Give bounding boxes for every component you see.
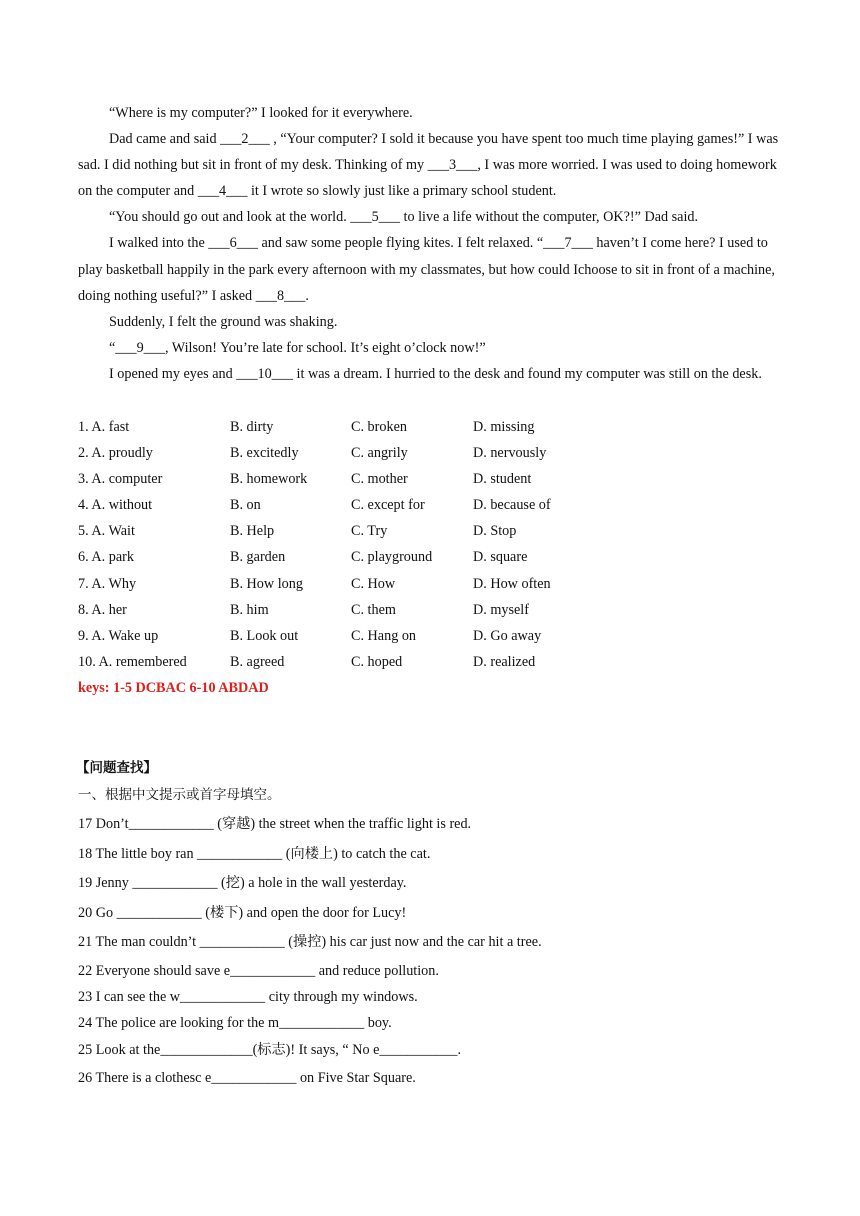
option-b: B. on (230, 497, 261, 514)
option-c: C. Try (351, 523, 388, 540)
option-a: 4. A. without (78, 497, 153, 514)
option-d: D. student (473, 471, 532, 488)
option-b: B. agreed (230, 653, 285, 670)
question-item: 23 I can see the w____________ city through my windows. (78, 988, 418, 1005)
question-item: 21 The man couldn’t ____________ (操控) his car just now and the car hit a tree. (78, 934, 542, 950)
option-row (78, 492, 593, 518)
option-row (78, 649, 593, 675)
option-d: D. How often (473, 575, 551, 592)
option-d: D. because of (473, 497, 551, 514)
question-item: 19 Jenny ____________ (挖) a hole in the wall yesterday. (78, 875, 407, 891)
option-d: D. Stop (473, 523, 517, 540)
option-row (78, 440, 593, 466)
option-c: C. mother (351, 471, 408, 488)
option-b: B. Help (230, 523, 275, 540)
option-a: 8. A. her (78, 601, 127, 618)
option-a: 5. A. Wait (78, 523, 135, 540)
option-b: B. him (230, 601, 269, 618)
option-c: C. playground (351, 549, 433, 566)
option-c: C. hoped (351, 653, 403, 670)
question-item: 18 The little boy ran ____________ (向楼上) to catch the cat. (78, 845, 431, 862)
option-d: D. square (473, 549, 528, 566)
question-item: 25 Look at the_____________(标志)! It says, “ No e___________. (78, 1042, 462, 1059)
option-d: D. Go away (473, 627, 542, 644)
option-c: C. Hang on (351, 627, 417, 644)
section-instruction: 一、根据中文提示或首字母填空。 (78, 787, 281, 803)
question-item: 22 Everyone should save e____________ and reduce pollution. (78, 962, 439, 979)
story-paragraph: Suddenly, I felt the ground was shaking. (109, 313, 338, 330)
option-a: 3. A. computer (78, 471, 163, 488)
option-b: B. homework (230, 471, 308, 488)
option-b: B. Look out (230, 627, 299, 644)
option-a: 7. A. Why (78, 575, 137, 592)
option-b: B. excitedly (230, 445, 299, 462)
option-a: 9. A. Wake up (78, 627, 159, 644)
story-paragraph: Dad came and said ___2___ , “Your computer? I sold it because you have spent too much time playing games!” I was sad. I did nothing but sit in front of my desk. Thinking of my ___3___, I was more worried. I was used to doing homework on the computer and ___4___ it I wrote so slowly just like a primary school student. (78, 131, 779, 200)
story-paragraph: “___9___, Wilson! You’re late for school. It’s eight o’clock now!” (109, 339, 486, 356)
question-item: 26 There is a clothesc e____________ on Five Star Square. (78, 1070, 416, 1087)
fill-in-section (78, 756, 794, 1092)
option-d: D. realized (473, 653, 536, 670)
option-row (78, 623, 593, 649)
answer-keys: keys: 1-5 DCBAC 6-10 ABDAD (78, 679, 269, 696)
answer-options (78, 414, 593, 701)
option-d: D. myself (473, 601, 529, 618)
option-row (78, 571, 593, 597)
story-paragraph: “Where is my computer?” I looked for it everywhere. (109, 105, 413, 121)
question-item: 20 Go ____________ (楼下) and open the door for Lucy! (78, 904, 407, 921)
option-c: C. them (351, 601, 396, 618)
option-a: 6. A. park (78, 549, 134, 566)
option-row (78, 544, 593, 570)
option-row (78, 518, 593, 544)
question-item: 17 Don’t____________ (穿越) the street when the traffic light is red. (78, 816, 472, 832)
section-title: 【问题查找】 (76, 760, 157, 776)
option-b: B. dirty (230, 419, 274, 435)
option-c: C. How (351, 575, 396, 592)
story-paragraph: I walked into the ___6___ and saw some people flying kites. I felt relaxed. “___7___ haven’t I come here? I used to play basketball happily in the park every afternoon with my classmates, but how could Ichoose to sit in front of a machine, doing nothing useful?” I asked ___8___. (78, 235, 775, 304)
option-a: 2. A. proudly (78, 445, 153, 462)
option-row (78, 466, 593, 492)
story-paragraph: “You should go out and look at the world. ___5___ to live a life without the computer, OK?!” Dad said. (109, 209, 699, 226)
question-item: 24 The police are looking for the m____________ boy. (78, 1015, 392, 1032)
option-c: C. angrily (351, 445, 408, 462)
cloze-story (78, 100, 794, 387)
option-row (78, 414, 593, 440)
option-row (78, 597, 593, 623)
option-c: C. broken (351, 419, 407, 435)
option-a: 10. A. remembered (78, 653, 187, 670)
story-paragraph: I opened my eyes and ___10___ it was a dream. I hurried to the desk and found my computer was still on the desk. (109, 365, 762, 382)
option-a: 1. A. fast (78, 419, 130, 435)
option-c: C. except for (351, 497, 425, 514)
option-b: B. How long (230, 575, 303, 592)
option-d: D. missing (473, 419, 535, 435)
option-d: D. nervously (473, 445, 547, 462)
option-b: B. garden (230, 549, 286, 566)
